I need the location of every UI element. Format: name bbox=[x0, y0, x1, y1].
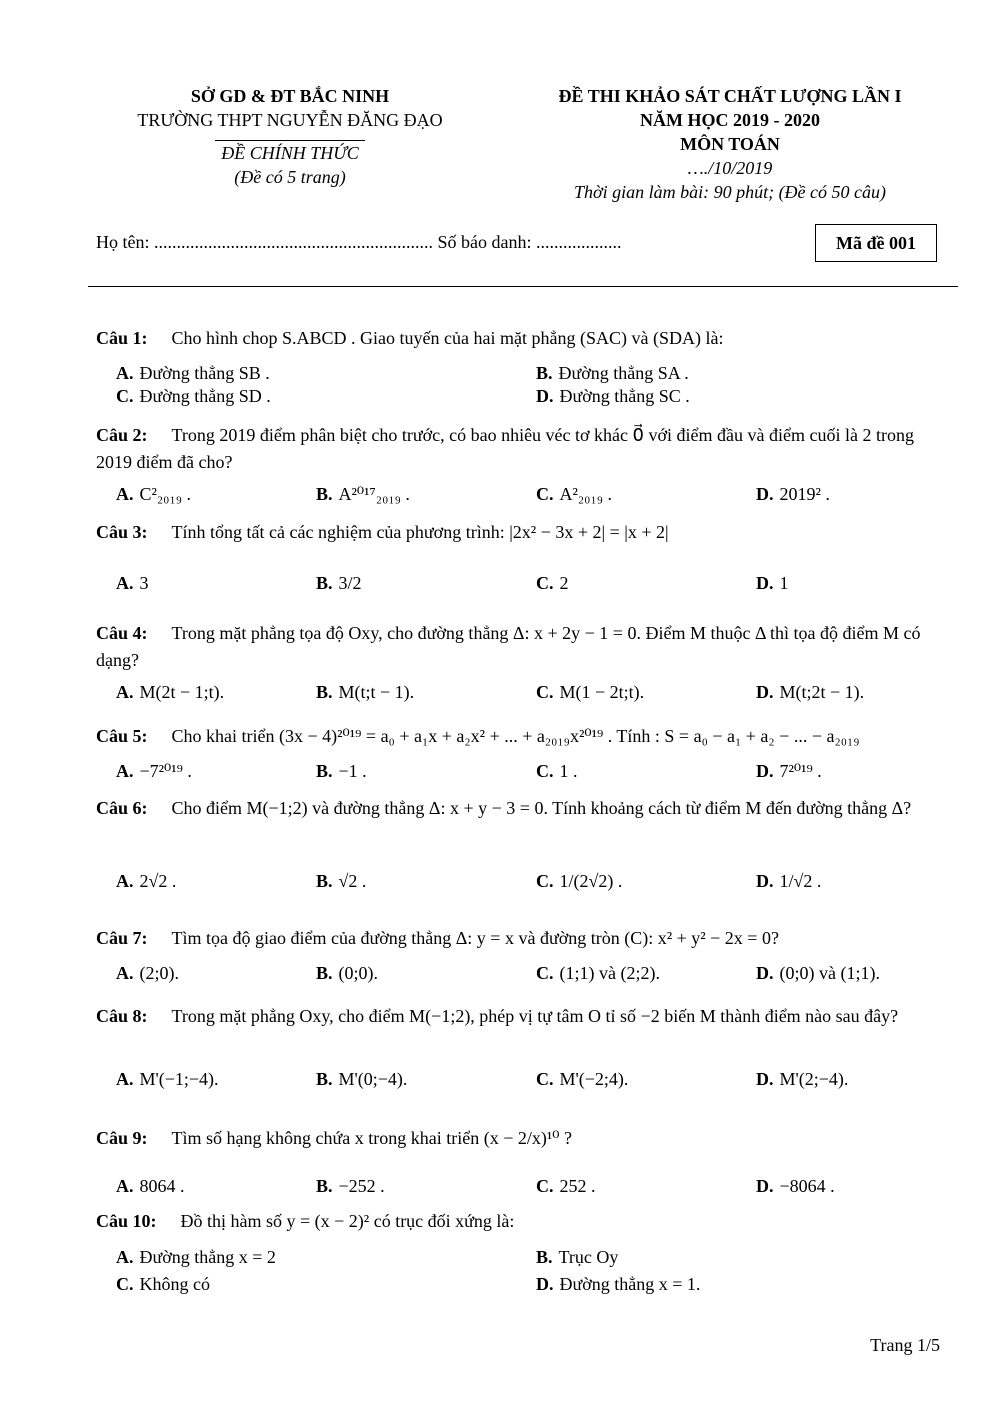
answer-option-a bbox=[116, 481, 191, 507]
question-label: Câu 6: bbox=[96, 798, 148, 818]
answer-option-b bbox=[316, 481, 410, 507]
question-text: Tìm tọa độ giao điểm của đường thẳng Δ: y = x và đường tròn (C): x² + y² − 2x = 0? bbox=[171, 928, 779, 948]
answer-option-c bbox=[536, 1066, 628, 1092]
option-value: 3/2 bbox=[338, 573, 362, 593]
option-value: 7²⁰¹⁹ . bbox=[779, 761, 822, 781]
options-row bbox=[116, 383, 946, 409]
options-row bbox=[116, 758, 946, 784]
option-value: Đường thẳng SB . bbox=[139, 363, 270, 383]
answer-option-d bbox=[536, 1271, 700, 1297]
option-key: D. bbox=[536, 386, 554, 406]
question-text: Trong 2019 điểm phân biệt cho trước, có bao nhiêu véc tơ khác 0⃗ với điểm đầu và điểm cuối là 2 trong 2019 điểm đã cho? bbox=[96, 425, 914, 472]
question-label: Câu 9: bbox=[96, 1128, 148, 1148]
answer-option-c bbox=[116, 383, 271, 409]
option-value: (1;1) và (2;2). bbox=[559, 963, 660, 983]
option-key: C. bbox=[116, 1274, 134, 1294]
page-number: Trang 1/5 bbox=[870, 1335, 940, 1355]
option-value: M'(2;−4). bbox=[779, 1069, 849, 1089]
option-value: M(1 − 2t;t). bbox=[559, 682, 645, 702]
option-key: B. bbox=[536, 1247, 553, 1267]
question-8 bbox=[96, 1003, 942, 1030]
answer-option-d bbox=[756, 1173, 835, 1199]
options-row bbox=[116, 1244, 946, 1270]
option-value: Đường thẳng x = 2 bbox=[139, 1247, 276, 1267]
option-value: Đường thẳng SD . bbox=[139, 386, 271, 406]
option-key: C. bbox=[536, 484, 554, 504]
answer-option-a bbox=[116, 679, 224, 705]
option-value: Đường thẳng SC . bbox=[559, 386, 690, 406]
option-key: D. bbox=[756, 1176, 774, 1196]
answer-option-b bbox=[316, 758, 367, 784]
option-key: A. bbox=[116, 1247, 134, 1267]
answer-option-c bbox=[536, 481, 612, 507]
option-key: B. bbox=[316, 871, 333, 891]
option-key: B. bbox=[316, 761, 333, 781]
option-value: −252 . bbox=[338, 1176, 385, 1196]
option-value: Đường thẳng SA . bbox=[558, 363, 689, 383]
options-row bbox=[116, 481, 946, 507]
options-row bbox=[116, 570, 946, 596]
answer-option-a bbox=[116, 960, 179, 986]
answer-option-c bbox=[536, 570, 569, 596]
answer-option-c bbox=[536, 868, 622, 894]
subject: MÔN TOÁN bbox=[680, 134, 780, 154]
option-key: D. bbox=[756, 761, 774, 781]
question-4 bbox=[96, 620, 942, 674]
option-value: M(t;2t − 1). bbox=[779, 682, 865, 702]
option-key: C. bbox=[536, 871, 554, 891]
question-5 bbox=[96, 723, 942, 750]
option-value: Đường thẳng x = 1. bbox=[559, 1274, 701, 1294]
option-key: B. bbox=[316, 573, 333, 593]
answer-option-c bbox=[536, 960, 660, 986]
option-key: D. bbox=[756, 963, 774, 983]
option-value: 8064 . bbox=[139, 1176, 185, 1196]
option-value: (0;0). bbox=[338, 963, 379, 983]
question-label: Câu 2: bbox=[96, 425, 148, 445]
page-count-note: (Đề có 5 trang) bbox=[234, 167, 346, 187]
exam-code-box: Mã đề 001 bbox=[815, 224, 937, 262]
question-text: Cho điểm M(−1;2) và đường thẳng Δ: x + y − 3 = 0. Tính khoảng cách từ điểm M đến đường thẳng Δ? bbox=[171, 798, 912, 818]
question-text: Cho khai triển (3x − 4)²⁰¹⁹ = a₀ + a₁x + a₂x² + ... + a₂₀₁₉x²⁰¹⁹ . Tính : S = a₀ − a₁ + a₂ − ... − a₂₀₁₉ bbox=[171, 726, 860, 746]
school-year: NĂM HỌC 2019 - 2020 bbox=[640, 110, 820, 130]
question-6 bbox=[96, 795, 942, 822]
answer-option-d bbox=[756, 679, 864, 705]
option-value: 252 . bbox=[559, 1176, 596, 1196]
option-value: −1 . bbox=[338, 761, 367, 781]
option-value: M(t;t − 1). bbox=[338, 682, 415, 702]
question-2 bbox=[96, 422, 942, 476]
option-key: A. bbox=[116, 1069, 134, 1089]
question-9 bbox=[96, 1125, 942, 1152]
answer-option-c bbox=[536, 1173, 596, 1199]
option-value: Không có bbox=[139, 1274, 210, 1294]
option-key: D. bbox=[536, 1274, 554, 1294]
answer-option-b bbox=[316, 868, 366, 894]
option-value: (2;0). bbox=[139, 963, 179, 983]
option-key: B. bbox=[316, 682, 333, 702]
option-value: 2019² . bbox=[779, 484, 830, 504]
question-label: Câu 5: bbox=[96, 726, 148, 746]
option-key: D. bbox=[756, 1069, 774, 1089]
student-id-field: Số báo danh: ................... bbox=[437, 232, 622, 252]
option-key: C. bbox=[536, 1069, 554, 1089]
option-key: B. bbox=[316, 484, 333, 504]
answer-option-d bbox=[756, 868, 821, 894]
question-text: Trong mặt phẳng Oxy, cho điểm M(−1;2), phép vị tự tâm O tỉ số −2 biến M thành điểm nào sau đây? bbox=[171, 1006, 899, 1026]
option-key: A. bbox=[116, 484, 134, 504]
option-key: C. bbox=[116, 386, 134, 406]
option-value: 1 . bbox=[559, 761, 578, 781]
option-key: B. bbox=[536, 363, 553, 383]
answer-option-c bbox=[536, 758, 578, 784]
answer-option-d bbox=[536, 383, 690, 409]
options-row bbox=[116, 1173, 946, 1199]
exam-title: ĐỀ THI KHẢO SÁT CHẤT LƯỢNG LẦN I bbox=[558, 86, 902, 106]
option-key: A. bbox=[116, 963, 134, 983]
department-name: SỞ GD & ĐT BẮC NINH bbox=[190, 86, 390, 106]
option-value: (0;0) và (1;1). bbox=[779, 963, 880, 983]
option-key: D. bbox=[756, 484, 774, 504]
option-value: M'(−2;4). bbox=[559, 1069, 629, 1089]
option-key: C. bbox=[536, 682, 554, 702]
answer-option-b bbox=[316, 1173, 385, 1199]
options-row bbox=[116, 868, 946, 894]
header-left bbox=[90, 84, 490, 189]
option-key: D. bbox=[756, 871, 774, 891]
option-value: M'(0;−4). bbox=[338, 1069, 408, 1089]
exam-duration: Thời gian làm bài: 90 phút; (Đề có 50 câu) bbox=[573, 182, 887, 202]
question-text: Trong mặt phẳng tọa độ Oxy, cho đường thẳng Δ: x + 2y − 1 = 0. Điểm M thuộc Δ thì tọa độ điểm M có dạng? bbox=[96, 623, 921, 670]
header-right bbox=[520, 84, 940, 204]
option-key: A. bbox=[116, 363, 134, 383]
options-row bbox=[116, 679, 946, 705]
option-key: C. bbox=[536, 963, 554, 983]
question-text: Cho hình chop S.ABCD . Giao tuyến của hai mặt phẳng (SAC) và (SDA) là: bbox=[171, 328, 724, 348]
options-row bbox=[116, 1066, 946, 1092]
option-value: M(2t − 1;t). bbox=[139, 682, 225, 702]
option-value: √2 . bbox=[338, 871, 367, 891]
header-rule bbox=[88, 286, 958, 287]
question-label: Câu 7: bbox=[96, 928, 148, 948]
answer-option-a bbox=[116, 1244, 276, 1270]
option-value: 1/√2 . bbox=[779, 871, 822, 891]
answer-option-a bbox=[116, 868, 176, 894]
name-field: Họ tên: .............................................................. bbox=[96, 232, 433, 252]
answer-option-b bbox=[536, 1244, 618, 1270]
answer-option-b bbox=[316, 960, 378, 986]
option-value: −7²⁰¹⁹ . bbox=[139, 761, 192, 781]
question-label: Câu 3: bbox=[96, 522, 148, 542]
question-label: Câu 1: bbox=[96, 328, 148, 348]
option-key: C. bbox=[536, 1176, 554, 1196]
answer-option-d bbox=[756, 1066, 848, 1092]
option-key: A. bbox=[116, 871, 134, 891]
options-row bbox=[116, 960, 946, 986]
answer-option-c bbox=[116, 1271, 210, 1297]
question-label: Câu 4: bbox=[96, 623, 148, 643]
question-text: Tìm số hạng không chứa x trong khai triển (x − 2/x)¹⁰ ? bbox=[171, 1128, 572, 1148]
option-key: C. bbox=[536, 573, 554, 593]
question-10 bbox=[96, 1208, 942, 1235]
option-value: M'(−1;−4). bbox=[139, 1069, 219, 1089]
question-7 bbox=[96, 925, 942, 952]
question-label: Câu 8: bbox=[96, 1006, 148, 1026]
school-name: TRƯỜNG THPT NGUYỄN ĐĂNG ĐẠO bbox=[137, 110, 443, 130]
option-value: 2 bbox=[559, 573, 569, 593]
question-label: Câu 10: bbox=[96, 1211, 157, 1231]
answer-option-a bbox=[116, 570, 149, 596]
option-key: C. bbox=[536, 761, 554, 781]
answer-option-a bbox=[116, 1173, 185, 1199]
option-key: D. bbox=[756, 573, 774, 593]
option-key: D. bbox=[756, 682, 774, 702]
question-3 bbox=[96, 519, 942, 546]
option-value: 1/(2√2) . bbox=[559, 871, 623, 891]
student-info bbox=[96, 232, 622, 253]
answer-option-d bbox=[756, 758, 822, 784]
option-key: A. bbox=[116, 573, 134, 593]
answer-option-d bbox=[756, 570, 789, 596]
answer-option-b bbox=[316, 1066, 407, 1092]
option-value: 3 bbox=[139, 573, 149, 593]
option-key: B. bbox=[316, 1069, 333, 1089]
answer-option-a bbox=[116, 758, 192, 784]
option-key: B. bbox=[316, 963, 333, 983]
option-value: Trục Oy bbox=[558, 1247, 619, 1267]
official-label: ĐỀ CHÍNH THỨC bbox=[221, 143, 359, 163]
option-key: A. bbox=[116, 761, 134, 781]
answer-option-d bbox=[756, 481, 830, 507]
option-value: 2√2 . bbox=[139, 871, 177, 891]
answer-option-a bbox=[116, 1066, 219, 1092]
option-key: A. bbox=[116, 682, 134, 702]
answer-option-b bbox=[316, 570, 362, 596]
answer-option-d bbox=[756, 960, 880, 986]
question-text: Tính tổng tất cả các nghiệm của phương trình: |2x² − 3x + 2| = |x + 2| bbox=[171, 522, 669, 542]
option-value: 1 bbox=[779, 573, 789, 593]
question-1 bbox=[96, 325, 942, 352]
option-value: A²₂₀₁₉ . bbox=[559, 484, 612, 504]
option-key: A. bbox=[116, 1176, 134, 1196]
option-value: C²₂₀₁₉ . bbox=[139, 484, 192, 504]
question-text: Đồ thị hàm số y = (x − 2)² có trục đối xứng là: bbox=[180, 1211, 515, 1231]
answer-option-b bbox=[316, 679, 414, 705]
answer-option-c bbox=[536, 679, 644, 705]
options-row bbox=[116, 1271, 946, 1297]
option-value: A²⁰¹⁷₂₀₁₉ . bbox=[338, 484, 410, 504]
exam-date: …./10/2019 bbox=[687, 158, 773, 178]
option-key: B. bbox=[316, 1176, 333, 1196]
option-value: −8064 . bbox=[779, 1176, 835, 1196]
